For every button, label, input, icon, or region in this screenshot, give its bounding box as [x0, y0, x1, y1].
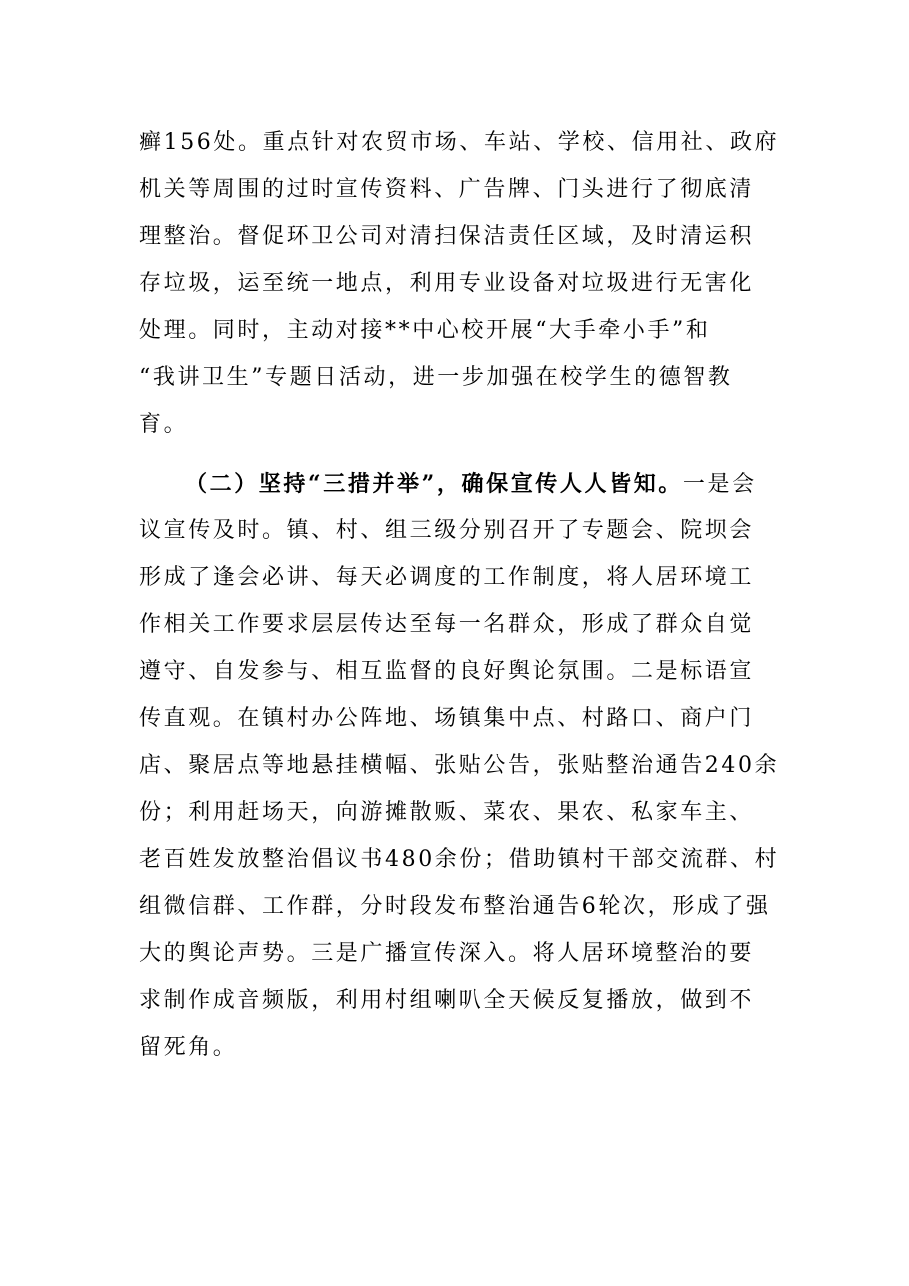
paragraph-line: 形成了逢会必讲、每天必调度的工作制度，将人居环境工 — [139, 565, 755, 590]
paragraph-line: “我讲卫生”专题日活动，进一步加强在校学生的德智教 — [139, 365, 733, 390]
paragraph-line: 理整治。督促环卫公司对清扫保洁责任区域，及时清运积 — [139, 224, 755, 249]
paragraph-line: 作相关工作要求层层传达至每一名群众，形成了群众自觉 — [139, 612, 755, 637]
paragraph-line: 留死角。 — [139, 1035, 238, 1060]
paragraph-line: 存垃圾，运至统一地点，利用专业设备对垃圾进行无害化 — [139, 271, 755, 296]
paragraph-line: 大的舆论声势。三是广播宣传深入。将人居环境整治的要 — [139, 941, 755, 966]
heading-continuation: 一是会 — [682, 472, 757, 497]
section-heading-line — [185, 464, 785, 504]
paragraph-line: 店、聚居点等地悬挂横幅、张贴公告，张贴整治通告240余 — [139, 753, 780, 778]
section-heading: （二）坚持“三措并举”，确保宣传人人皆知。 — [185, 471, 683, 497]
paragraph-line: 老百姓发放整治倡议书480余份；借助镇村干部交流群、村 — [139, 847, 780, 872]
paragraph-line: 组微信群、工作群，分时段发布整治通告6轮次，形成了强 — [139, 894, 771, 919]
paragraph-line: 机关等周围的过时宣传资料、广告牌、门头进行了彻底清 — [139, 177, 755, 202]
paragraph-line: 遵守、自发参与、相互监督的良好舆论氛围。二是标语宣 — [139, 659, 755, 684]
paragraph-line: 传直观。在镇村办公阵地、场镇集中点、村路口、商户门 — [139, 706, 755, 731]
paragraph-line: 癣156处。重点针对农贸市场、车站、学校、信用社、政府 — [139, 130, 780, 155]
paragraph-line: 份；利用赶场天，向游摊散贩、菜农、果农、私家车主、 — [139, 800, 755, 825]
paragraph-line: 议宣传及时。镇、村、组三级分别召开了专题会、院坝会 — [139, 518, 755, 543]
paragraph-line: 处理。同时，主动对接**中心校开展“大手牵小手”和 — [139, 318, 711, 343]
paragraph-line: 求制作成音频版，利用村组喇叭全天候反复播放，做到不 — [139, 988, 755, 1013]
paragraph-line: 育。 — [139, 412, 189, 437]
